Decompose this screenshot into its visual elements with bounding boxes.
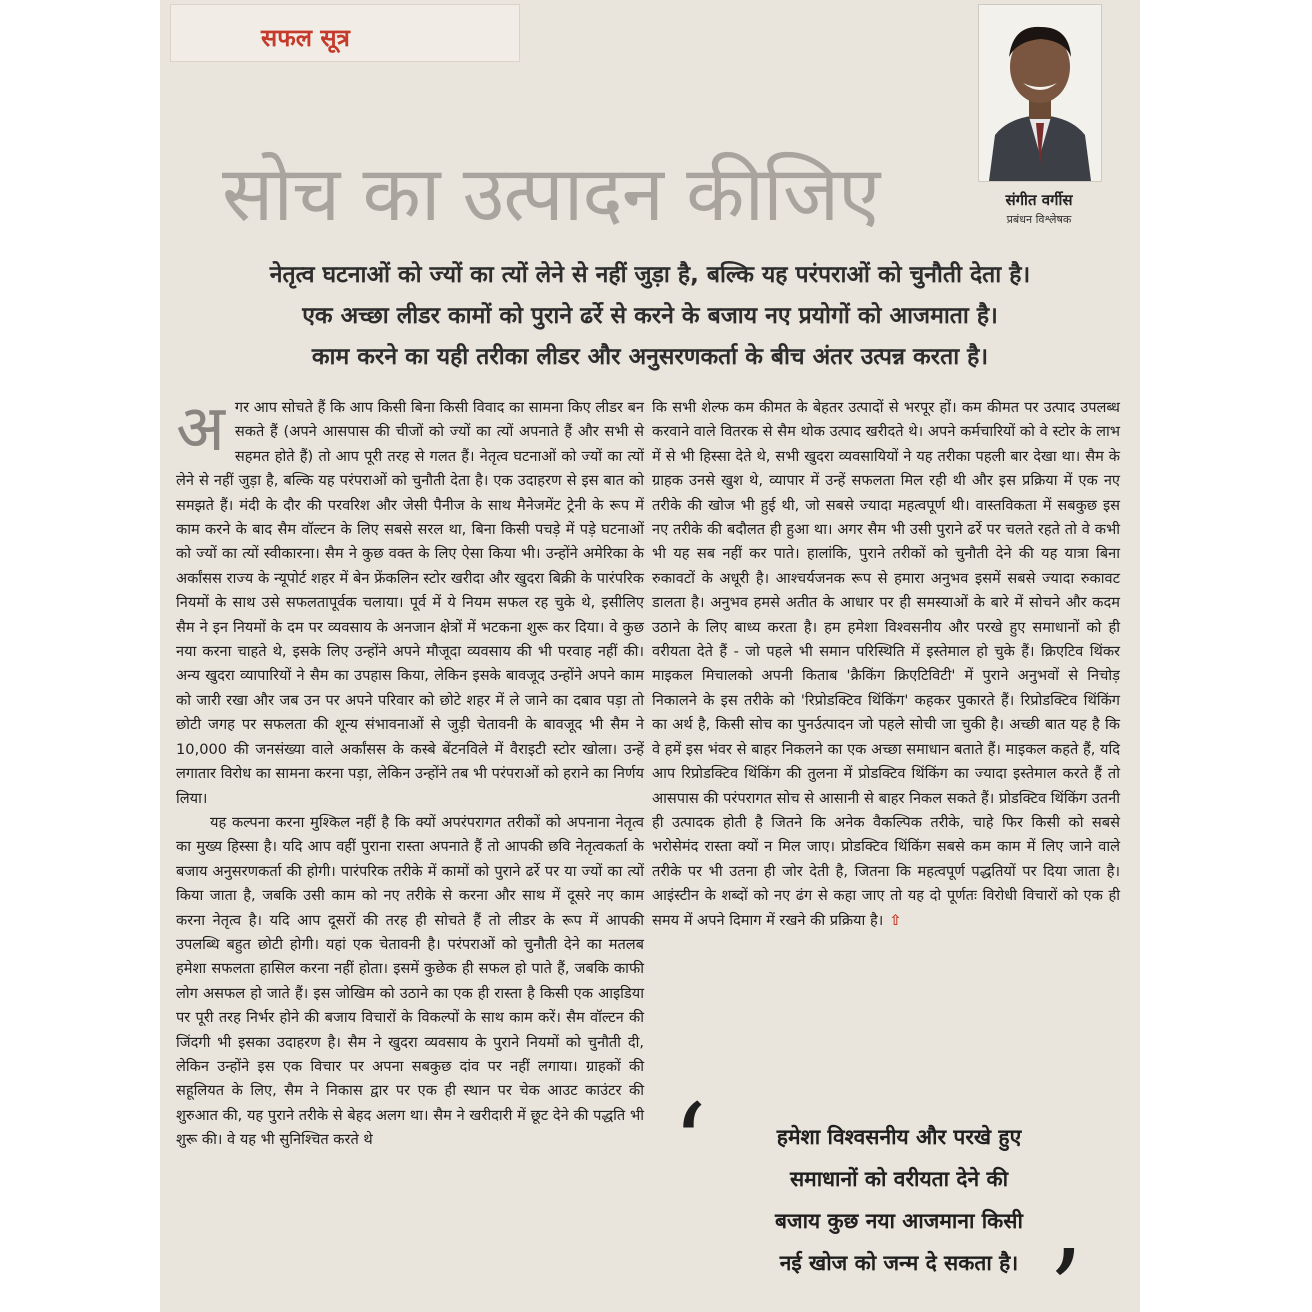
article-column-right: [652, 396, 1120, 933]
pull-quote: [664, 1080, 1104, 1312]
paragraph-text: गर आप सोचते हैं कि आप किसी बिना किसी विवाद का सामना किए लीडर बन सकते हैं (अपने आसपास की चीजों को ज्यों का त्यों अपनाते हैं और सभी से सहमत होते हैं) तो आप पूरी तरह से गलत हैं। नेतृत्व घटनाओं को ज्यों का त्यों लेने से नहीं जुड़ा है, बल्कि यह परंपराओं को चुनौती देता है। एक उदाहरण से इस बात को समझते हैं। मंदी के दौर की परवरिश और जेसी पैनीज के साथ मैनेजमेंट ट्रेनी के रूप में काम करने के बाद सैम वॉल्टन के लिए सबसे सरल था, बिना किसी पचड़े में पड़े घटनाओं को ज्यों का त्यों स्वीकारना। सैम ने कुछ वक्त के लिए ऐसा किया भी। उन्होंने अमेरिका के अर्कांसस राज्य के न्यूपोर्ट शहर में बेन फ्रेंकलिन स्टोर खरीदा और खुदरा बिक्री के पारंपरिक नियमों के साथ उसे सफलतापूर्वक चलाया। पूर्व में ये नियम सफल रह चुके थे, इसीलिए सैम ने इन नियमों के दम पर व्यवसाय के अनजान क्षेत्रों में भटकना शुरू कर दिया। वे कुछ नया करना चाहते थे, इसके लिए उन्होंने अपने मौजूदा व्यवसाय की भी परवाह नहीं की। अन्य खुदरा व्यापारियों ने सैम का उपहास किया, लेकिन इसके बावजूद उन्होंने अपने काम को जारी रखा और जब उन पर अपने परिवार को छोटे शहर में ले जाने का दबाव पड़ा तो छोटी जगह पर सफलता की शून्य संभावनाओं से जुड़ी चेतावनी के बावजूद भी सैम ने 10,000 की जनसंख्या वाले अर्कांसस के कस्बे बेंटनविले में वैराइटी स्टोर खोला। उन्हें लगातार विरोध का सामना करना पड़ा, लेकिन उन्होंने तब भी परंपराओं को हराने का निर्णय लिया।: [176, 399, 644, 807]
intro-line: एक अच्छा लीडर कामों को पुराने ढर्रे से करने के बजाय नए प्रयोगों को आजमाता है।: [302, 303, 998, 329]
author-photo: [978, 4, 1102, 182]
pull-quote-line: बजाय कुछ नया आजमाना किसी: [775, 1209, 1023, 1233]
end-mark-icon: ⇧: [889, 911, 902, 929]
article-paragraph: [176, 392, 644, 811]
drop-cap: अ: [176, 392, 225, 466]
author-name: संगीत वर्गीस: [1005, 191, 1073, 209]
column-title: सफल सूत्र: [261, 24, 350, 52]
pull-quote-line: हमेशा विश्वसनीय और परखे हुए: [776, 1125, 1022, 1149]
author-portrait-image: [979, 5, 1101, 181]
author-role: प्रबंधन विश्लेषक: [1006, 213, 1072, 226]
intro-line: नेतृत्व घटनाओं को ज्यों का त्यों लेने से नहीं जुड़ा है, बल्कि यह परंपराओं को चुनौती देता है।: [269, 262, 1031, 288]
paragraph-text: कि सभी शेल्फ कम कीमत के बेहतर उत्पादों से भरपूर हों। कम कीमत पर उत्पाद उपलब्ध करवाने वाले वितरक से सैम थोक उत्पाद खरीदते थे। अपने कर्मचारियों को वे स्टोर के लाभ में से भी हिस्सा देते थे, सभी खुदरा व्यवसायियों ने यह तरीका पहली बार देखा था। सैम के ग्राहक उनसे खुश थे, व्यापार में उन्हें सफलता मिल रही थी और इस प्रक्रिया में एक नए तरीके की खोज भी हुई थी, जो सबसे ज्यादा महत्वपूर्ण थी। वास्तविकता में सबकुछ इस नए तरीके की बदौलत ही हुआ था। अगर सैम भी उसी पुराने ढर्रे पर चलते रहते तो वे कभी भी यह सब नहीं कर पाते। हालांकि, पुराने तरीकों को चुनौती देने की यह यात्रा बिना रुकावटों के अधूरी है। आश्चर्यजनक रूप से हमारा अनुभव इसमें सबसे ज्यादा रुकावट डालता है। अनुभव हमसे अतीत के आधार पर ही समस्याओं के बारे में सोचने और कदम उठाने के लिए बाध्य करता है। हम हमेशा विश्वसनीय और परखे हुए समाधानों को ही वरीयता देते हैं - जो पहले भी समान परिस्थिति में इस्तेमाल हो चुके हैं। क्रिएटिव थिंकर माइकल मिचालको अपनी किताब 'क्रैकिंग क्रिएटिविटी' में पुराने अनुभवों से निचोड़ निकालने के इस तरीके को 'रिप्रोडक्टिव थिंकिंग' कहकर पुकारते हैं। रिप्रोडक्टिव थिंकिंग का अर्थ है, किसी सोच का पुनर्उत्पादन जो पहले सोची जा चुकी है। अच्छी बात यह है कि वे हमें इस भंवर से बाहर निकलने का एक अच्छा समाधान बताते हैं। माइकल कहते हैं, यदि आप रिप्रोडक्टिव थिंकिंग की तुलना में प्रोडक्टिव थिंकिंग का ज्यादा इस्तेमाल करते हैं तो आसपास की परंपरागत सोच से आसानी से बाहर निकल सकते हैं। प्रोडक्टिव थिंकिंग उतनी ही उत्पादक होती है जितने कि अनेक वैकल्पिक तरीके, चाहे फिर किसी को सबसे भरोसेमंद रास्ता क्यों न मिल जाए। प्रोडक्टिव थिंकिंग सबसे कम काम में लिए जाने वाले तरीके पर भी उतना ही जोर देती है, जितना कि महत्वपूर्ण पद्धतियों पर दिया जाता है। आइंस्टीन के शब्दों को नए ढंग से कहा जाए तो यह दो पूर्णतः विरोधी विचारों को एक ही समय में अपने दिमाग में रखने की प्रक्रिया है।: [652, 399, 1120, 929]
close-quote-icon: ’: [1048, 1226, 1083, 1312]
article-paragraph: यह कल्पना करना मुश्किल नहीं है कि क्यों अपरंपरागत तरीकों को अपनाना नेतृत्व का मुख्य हिस्सा है। यदि आप वहीं पुराना रास्ता अपनाते हैं तो आपकी छवि नेतृत्वकर्ता के बजाय अनुसरणकर्ता की होगी। पारंपरिक तरीके में कामों को पुराने ढर्रे पर या ज्यों का त्यों किया जाता है, जबकि उसी काम को नए तरीके से करना और साथ में दूसरे नए काम करना नेतृत्व है। यदि आप दूसरों की तरह ही सोचते हैं तो लीडर के रूप में आपकी उपलब्धि बहुत छोटी होगी। यहां एक चेतावनी है। परंपराओं को चुनौती देने का मतलब हमेशा सफलता हासिल करना नहीं होता। इसमें कुछेक ही सफल हो पाते हैं, जबकि काफी लोग असफल हो जाते हैं। इस जोखिम को उठाने का एक ही रास्ता है किसी एक आइडिया पर पूरी तरह निर्भर होने की बजाय विचारों के विकल्पों के साथ काम करें। सैम वॉल्टन की जिंदगी भी इसका उदाहरण है। सैम ने खुदरा व्यवसाय के पुराने नियमों को चुनौती दी, लेकिन उन्होंने इस एक विचार पर अपना सबकुछ दांव पर नहीं लगाया। ग्राहकों की सहूलियत के लिए, सैम ने निकास द्वार पर एक ही स्थान पर चेक आउट काउंटर की शुरुआत की, यह पुराने तरीके से बेहद अलग था। सैम ने खरीदारी में छूट देने की पद्धति भी शुरू की। वे यह भी सुनिश्चित करते थे: [176, 813, 644, 1149]
article-column-left: [176, 392, 644, 1153]
article-paragraph: [652, 396, 1120, 933]
pull-quote-line: समाधानों को वरीयता देने की: [789, 1167, 1009, 1191]
pull-quote-line: नई खोज को जन्म दे सकता है।: [779, 1251, 1019, 1275]
open-quote-icon: ‘: [672, 1080, 707, 1208]
headline: सोच का उत्पादन कीजिए: [222, 149, 880, 238]
column-title-box: [170, 4, 520, 62]
pull-quote-text: [734, 1116, 1064, 1284]
intro-deck: [210, 255, 1090, 378]
intro-line: काम करने का यही तरीका लीडर और अनुसरणकर्ता के बीच अंतर उत्पन्न करता है।: [311, 344, 989, 370]
newspaper-page: [160, 0, 1140, 1312]
